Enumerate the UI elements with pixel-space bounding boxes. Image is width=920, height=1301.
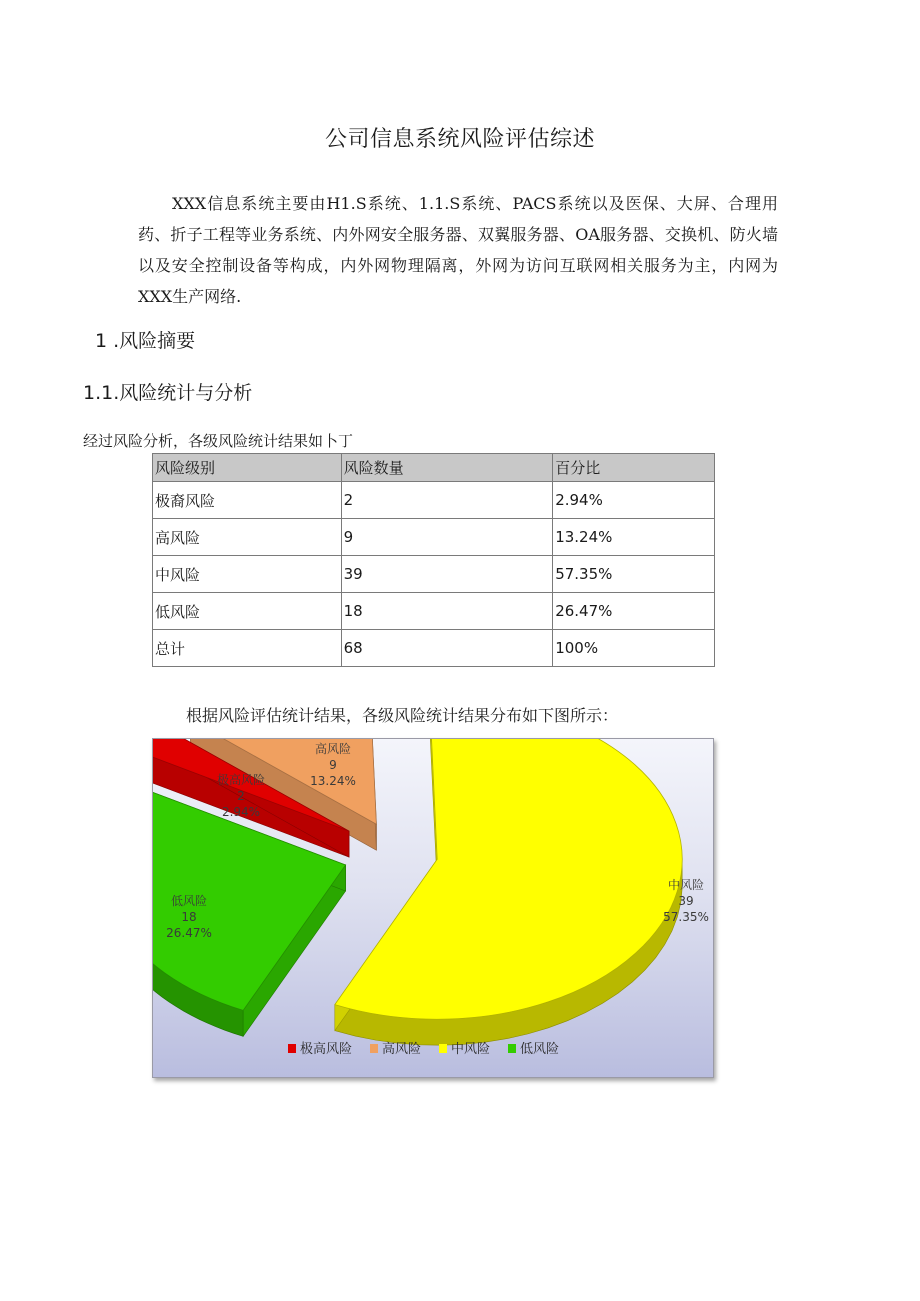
table-row xyxy=(153,519,715,556)
cell-level: 极裔风险 xyxy=(153,482,342,519)
risk-statistics-table xyxy=(152,453,715,667)
slice-4-label-percent: 26.47% xyxy=(166,926,212,940)
cell-count: 2 xyxy=(341,482,553,519)
table-header-row xyxy=(153,454,715,482)
cell-level: 中风险 xyxy=(153,556,342,593)
legend-swatch-2 xyxy=(370,1044,378,1053)
slice-2-label-name: 高风险 xyxy=(314,742,352,756)
header-percent: 百分比 xyxy=(553,454,715,482)
cell-count: 68 xyxy=(341,630,553,667)
slice-4-label-name: 低风险 xyxy=(170,894,208,908)
cell-level: 高风险 xyxy=(153,519,342,556)
legend-swatch-1 xyxy=(288,1044,296,1053)
legend-label-3: 中风险 xyxy=(451,1042,491,1057)
cell-percent: 26.47% xyxy=(553,593,715,630)
cell-percent: 100% xyxy=(553,630,715,667)
cell-count: 39 xyxy=(341,556,553,593)
pie-chart-svg xyxy=(153,739,713,1077)
table-row xyxy=(153,556,715,593)
section-heading-1: 1 .风险摘要 xyxy=(95,330,196,352)
slice-3-label-name: 中风险 xyxy=(667,878,705,892)
table-lead-text: 经过风险分析，各级风险统计结果如卜丁 xyxy=(83,432,354,450)
cell-count: 18 xyxy=(341,593,553,630)
intro-text: XXX信息系统主要由H1.S系统、1.1.S系统、PACS系统以及医保、大屏、合理用药、折子工程等业务系统、内外网安全服务器、双翼服务器、OA服务器、交换机、防火墙以及安全控制设备等构成，内外网物理隔离，外网为访问互联网相关服务为主，内网为XXX生产网络. xyxy=(138,194,778,306)
header-risk-count: 风险数量 xyxy=(341,454,553,482)
slice-2-label-percent: 13.24% xyxy=(310,774,356,788)
chart-caption: 根据风险评估统计结果，各级风险统计结果分布如下图所示： xyxy=(186,706,619,725)
slice-3-label-value: 39 xyxy=(678,894,694,908)
cell-count: 9 xyxy=(341,519,553,556)
legend-swatch-4 xyxy=(508,1044,516,1053)
table-row xyxy=(153,593,715,630)
legend-label-4: 低风险 xyxy=(520,1042,560,1057)
cell-level: 总计 xyxy=(153,630,342,667)
cell-percent: 57.35% xyxy=(553,556,715,593)
table-row xyxy=(153,630,715,667)
table-row xyxy=(153,482,715,519)
cell-percent: 2.94% xyxy=(553,482,715,519)
slice-1-label-value: 2 xyxy=(237,789,245,803)
page-title: 公司信息系统风险评估综述 xyxy=(324,127,595,152)
intro-paragraph xyxy=(138,188,778,312)
legend-swatch-3 xyxy=(439,1044,447,1053)
legend-label-2: 高风险 xyxy=(382,1042,422,1057)
pie-slice-3 xyxy=(335,739,682,1045)
cell-level: 低风险 xyxy=(153,593,342,630)
slice-1-label-percent: 2.94% xyxy=(221,805,261,819)
slice-3-label-percent: 57.35% xyxy=(663,910,709,924)
cell-percent: 13.24% xyxy=(553,519,715,556)
slice-2-label-value: 9 xyxy=(329,758,337,772)
slice-1-label-name: 极高风险 xyxy=(216,773,266,787)
section-heading-1-1: 1.1.风险统计与分析 xyxy=(83,382,253,404)
slice-4-label-value: 18 xyxy=(181,910,197,924)
risk-pie-chart xyxy=(152,738,714,1078)
header-risk-level: 风险级别 xyxy=(153,454,342,482)
legend-label-1: 极高风险 xyxy=(300,1042,353,1057)
